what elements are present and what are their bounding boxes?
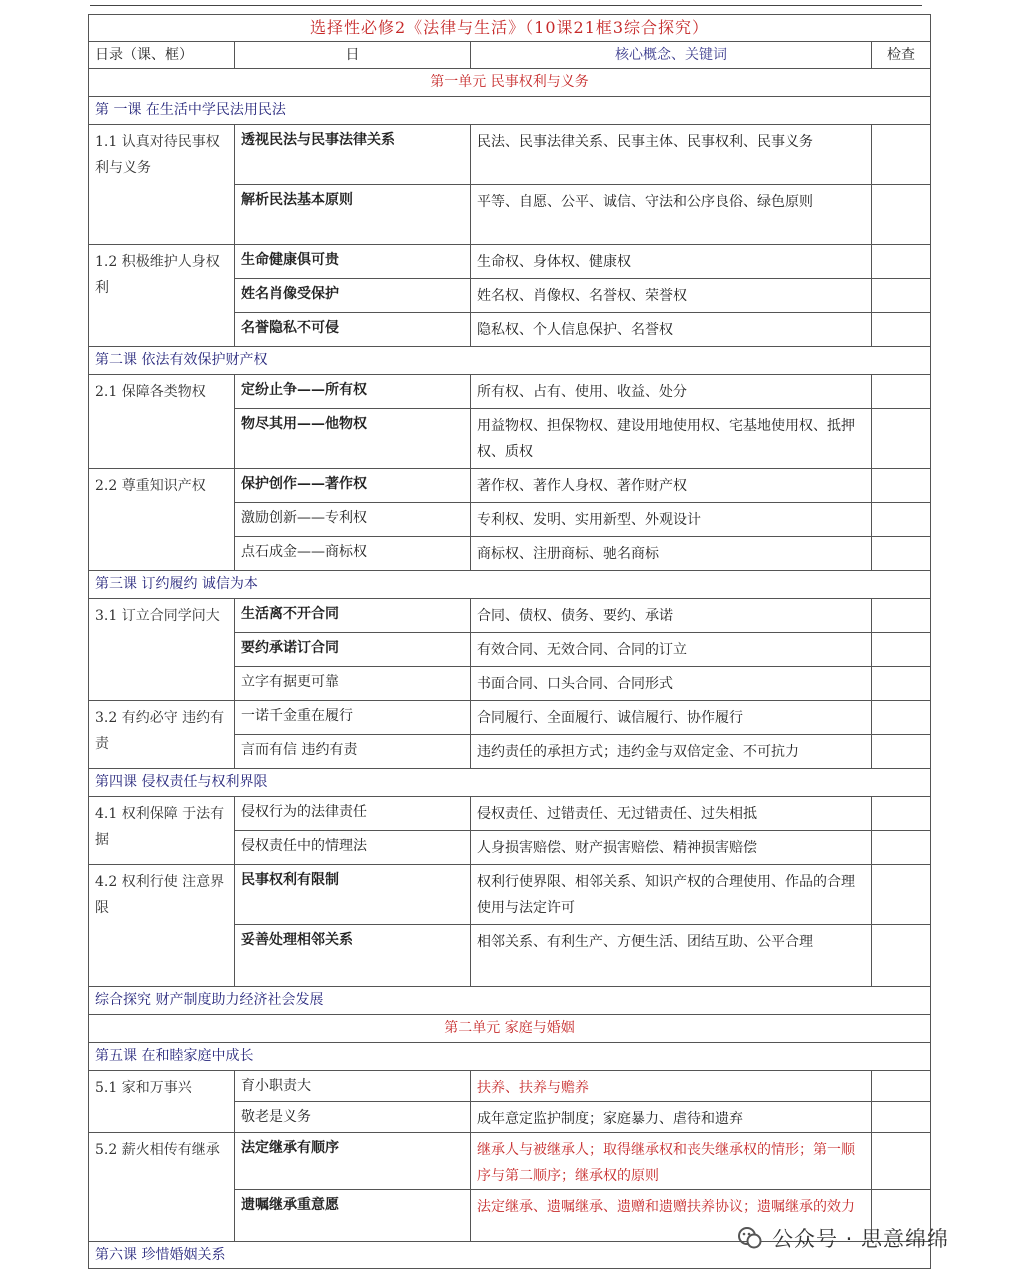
header-catalog: 日录（课、框） (89, 42, 235, 69)
item-keywords: 书面合同、口头合同、合同形式 (471, 667, 872, 701)
page-title: 选择性必修2《法律与生活》（10课21框3综合探究） (89, 15, 931, 42)
header-day: 日 (235, 42, 471, 69)
item-title: 言而有信 违约有责 (235, 735, 471, 769)
top-rule (90, 5, 922, 6)
check-cell (872, 865, 931, 925)
item-title: 解析民法基本原则 (235, 185, 471, 245)
lesson-title: 综合探究 财产制度助力经济社会发展 (89, 987, 931, 1015)
item-keywords: 相邻关系、有利生产、方便生活、团结互助、公平合理 (471, 925, 872, 987)
table-row (89, 469, 931, 503)
unit-title: 第一单元 民事权利与义务 (89, 69, 931, 97)
table-row (89, 599, 931, 633)
check-cell (872, 797, 931, 831)
unit-title: 第二单元 家庭与婚姻 (89, 1015, 931, 1043)
item-title: 保护创作——著作权 (235, 469, 471, 503)
header-keywords: 核心概念、关键词 (471, 42, 872, 69)
item-keywords: 继承人与被继承人；取得继承权和丧失继承权的情形；第一顺序与第二顺序；继承权的原则 (471, 1133, 872, 1190)
item-keywords: 商标权、注册商标、驰名商标 (471, 537, 872, 571)
item-keywords: 合同、债权、债务、要约、承诺 (471, 599, 872, 633)
item-title: 生活离不开合同 (235, 599, 471, 633)
item-title: 姓名肖像受保护 (235, 279, 471, 313)
check-cell (872, 279, 931, 313)
check-cell (872, 409, 931, 469)
frame-title: 1.2 积极维护人身权利 (89, 245, 235, 347)
check-cell (872, 735, 931, 769)
item-title: 定纷止争——所有权 (235, 375, 471, 409)
lesson-title: 第二课 依法有效保护财产权 (89, 347, 931, 375)
item-keywords: 平等、自愿、公平、诚信、守法和公序良俗、绿色原则 (471, 185, 872, 245)
table-row (89, 797, 931, 831)
item-keywords: 成年意定监护制度；家庭暴力、虐待和遗弃 (471, 1102, 872, 1133)
item-keywords: 侵权责任、过错责任、无过错责任、过失相抵 (471, 797, 872, 831)
check-cell (872, 1102, 931, 1133)
check-cell (872, 245, 931, 279)
item-title: 名誉隐私不可侵 (235, 313, 471, 347)
header-check: 检查 (872, 42, 931, 69)
item-keywords: 专利权、发明、实用新型、外观设计 (471, 503, 872, 537)
item-keywords: 生命权、身体权、健康权 (471, 245, 872, 279)
table-row (89, 245, 931, 279)
item-title: 要约承诺订合同 (235, 633, 471, 667)
table-row (89, 375, 931, 409)
item-title: 敬老是义务 (235, 1102, 471, 1133)
item-title: 物尽其用——他物权 (235, 409, 471, 469)
frame-title: 3.2 有约必守 违约有责 (89, 701, 235, 769)
item-keywords: 著作权、著作人身权、著作财产权 (471, 469, 872, 503)
table-row (89, 1133, 931, 1190)
check-cell (872, 469, 931, 503)
frame-title: 1.1 认真对待民事权利与义务 (89, 125, 235, 245)
lesson-title: 第三课 订约履约 诚信为本 (89, 571, 931, 599)
check-cell (872, 537, 931, 571)
item-keywords: 权利行使界限、相邻关系、知识产权的合理使用、作品的合理使用与法定许可 (471, 865, 872, 925)
item-title: 遗嘱继承重意愿 (235, 1190, 471, 1242)
frame-title: 4.2 权利行使 注意界限 (89, 865, 235, 987)
watermark (736, 1222, 996, 1254)
check-cell (872, 599, 931, 633)
check-cell (872, 831, 931, 865)
item-keywords: 违约责任的承担方式；违约金与双倍定金、不可抗力 (471, 735, 872, 769)
outline-table (88, 14, 931, 1269)
frame-title: 2.2 尊重知识产权 (89, 469, 235, 571)
check-cell (872, 125, 931, 185)
item-keywords: 所有权、占有、使用、收益、处分 (471, 375, 872, 409)
frame-title: 4.1 权利保障 于法有据 (89, 797, 235, 865)
item-keywords: 民法、民事法律关系、民事主体、民事权利、民事义务 (471, 125, 872, 185)
watermark-text: 公众号 · 思意绵绵 (772, 1227, 950, 1251)
item-title: 民事权利有限制 (235, 865, 471, 925)
item-title: 侵权责任中的情理法 (235, 831, 471, 865)
table-row (89, 1071, 931, 1102)
table-row (89, 865, 931, 925)
item-title: 激励创新——专利权 (235, 503, 471, 537)
item-keywords: 人身损害赔偿、财产损害赔偿、精神损害赔偿 (471, 831, 872, 865)
item-title: 妥善处理相邻关系 (235, 925, 471, 987)
lesson-title: 第四课 侵权责任与权利界限 (89, 769, 931, 797)
item-keywords: 隐私权、个人信息保护、名誉权 (471, 313, 872, 347)
table-row (89, 125, 931, 185)
check-cell (872, 925, 931, 987)
item-title: 侵权行为的法律责任 (235, 797, 471, 831)
lesson-title: 第五课 在和睦家庭中成长 (89, 1043, 931, 1071)
item-keywords: 合同履行、全面履行、诚信履行、协作履行 (471, 701, 872, 735)
lesson-title: 第 一课 在生活中学民法用民法 (89, 97, 931, 125)
item-title: 法定继承有顺序 (235, 1133, 471, 1190)
check-cell (872, 375, 931, 409)
item-keywords: 扶养、扶养与赡养 (471, 1071, 872, 1102)
wechat-icon (736, 1224, 764, 1252)
item-title: 点石成金——商标权 (235, 537, 471, 571)
item-title: 立字有据更可靠 (235, 667, 471, 701)
item-title: 育小职责大 (235, 1071, 471, 1102)
check-cell (872, 185, 931, 245)
frame-title: 2.1 保障各类物权 (89, 375, 235, 469)
item-title: 透视民法与民事法律关系 (235, 125, 471, 185)
check-cell (872, 1133, 931, 1190)
check-cell (872, 667, 931, 701)
item-title: 生命健康俱可贵 (235, 245, 471, 279)
lesson-title: 第六课 珍惜婚姻关系 (89, 1242, 931, 1269)
frame-title: 5.1 家和万事兴 (89, 1071, 235, 1133)
item-keywords: 姓名权、肖像权、名誉权、荣誉权 (471, 279, 872, 313)
item-title: 一诺千金重在履行 (235, 701, 471, 735)
item-keywords: 有效合同、无效合同、合同的订立 (471, 633, 872, 667)
item-keywords: 法定继承、遗嘱继承、遗赠和遗赠扶养协议；遗嘱继承的效力 (471, 1190, 872, 1242)
check-cell (872, 633, 931, 667)
frame-title: 5.2 薪火相传有继承 (89, 1133, 235, 1242)
item-keywords: 用益物权、担保物权、建设用地使用权、宅基地使用权、抵押权、质权 (471, 409, 872, 469)
check-cell (872, 701, 931, 735)
check-cell (872, 313, 931, 347)
frame-title: 3.1 订立合同学问大 (89, 599, 235, 701)
table-row (89, 701, 931, 735)
check-cell (872, 503, 931, 537)
check-cell (872, 1071, 931, 1102)
